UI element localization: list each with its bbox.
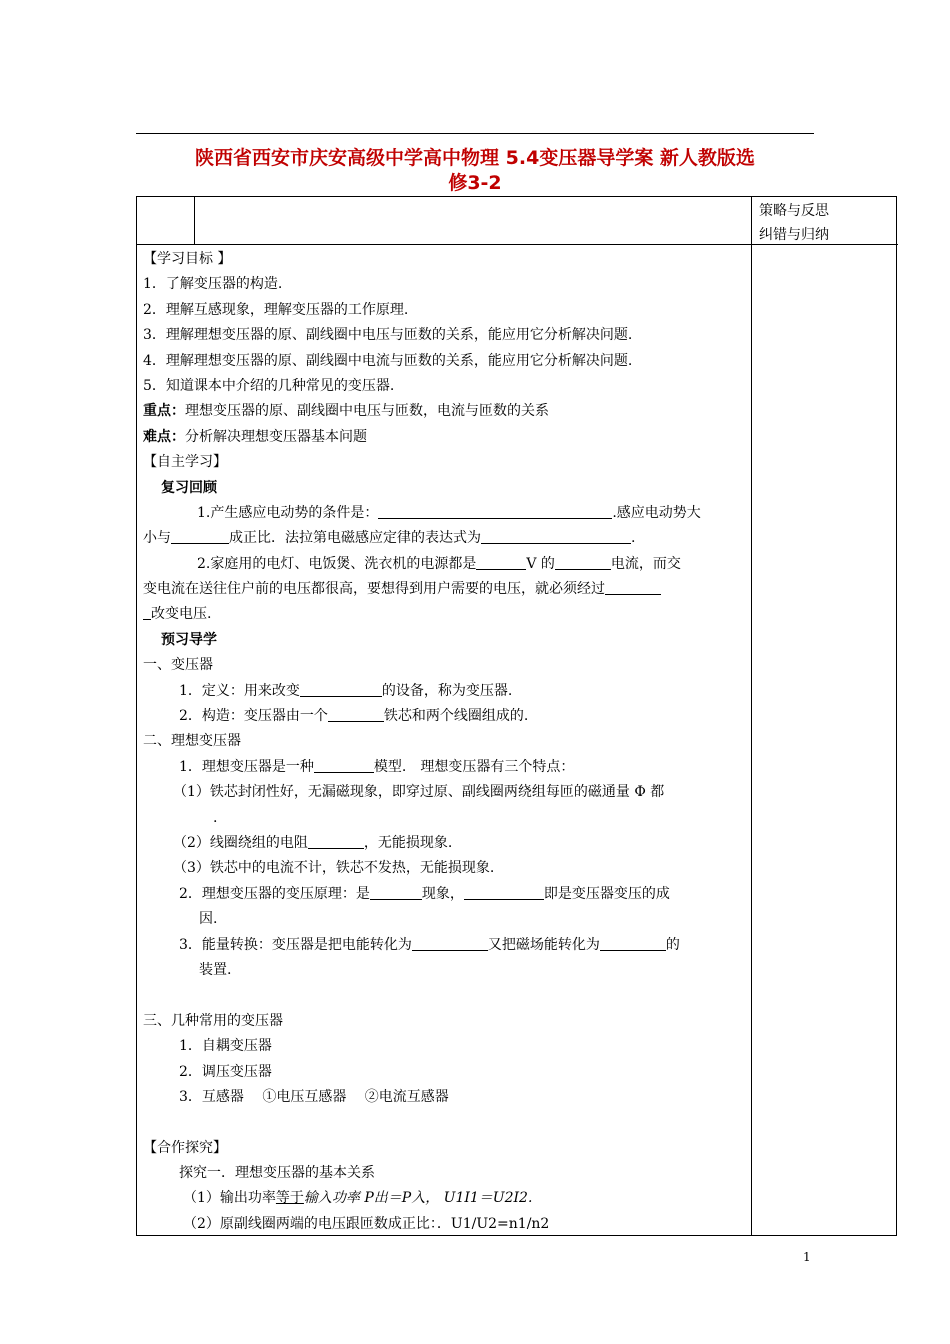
difficult-point-text: 分析解决理想变压器基本问题: [185, 428, 367, 445]
explore-1-heading: 探究一．理想变压器的基本关系: [179, 1165, 375, 1182]
underlined-text: 等于: [275, 1190, 304, 1207]
answer-blank[interactable]: [600, 934, 666, 951]
spacer: [143, 983, 749, 1008]
text: 1．定义：用来改变: [179, 682, 300, 699]
common-type-item: 3．互感器 ①电压互感器 ②电流互感器: [179, 1088, 449, 1105]
worksheet-table: [136, 196, 897, 1236]
power-relation: [143, 1186, 749, 1211]
text: 的: [665, 936, 680, 953]
answer-blank[interactable]: [476, 553, 526, 570]
principle-line-end: 因.: [199, 911, 218, 928]
voltage-relation: （2）原副线圈两端的电压跟匝数成正比：．U1/U2=n1/n2: [183, 1215, 550, 1232]
text: 又把磁场能转化为: [487, 936, 600, 953]
key-point-text: 理想变压器的原、副线圈中电压与匝数，电流与匝数的关系: [185, 403, 549, 420]
principle-line: [143, 882, 749, 907]
key-point-label: 重点：: [143, 403, 185, 420]
structure-line: [143, 704, 749, 729]
column-divider-left: [194, 197, 195, 244]
common-type-item: 2．调压变压器: [179, 1063, 272, 1080]
title-line-2: 修3-2: [448, 172, 502, 194]
spacer: [143, 1110, 749, 1135]
section-ideal-heading: 二、理想变压器: [143, 733, 241, 750]
text: ，无能损现象.: [363, 834, 453, 851]
section-transformer-heading: 一、变压器: [143, 657, 213, 674]
difficult-point: [143, 425, 749, 450]
goal-item: 2．理解互感现象，理解变压器的工作原理.: [143, 301, 409, 318]
worksheet-content: [143, 247, 749, 1237]
answer-blank[interactable]: [378, 502, 612, 519]
review-heading: 复习回顾: [161, 479, 217, 496]
answer-blank[interactable]: [300, 680, 382, 697]
feature-1-end: .: [213, 809, 218, 826]
review-question-2-end: [143, 602, 749, 627]
text: .: [631, 530, 636, 547]
header-rule: [136, 133, 814, 134]
goal-item: 3．理解理想变压器的原、副线圈中电压与匝数的关系，能应用它分析解决问题.: [143, 327, 633, 344]
energy-line-end: 装置.: [199, 961, 232, 978]
goal-item: 4．理解理想变压器的原、副线圈中电流与匝数的关系，能应用它分析解决问题.: [143, 352, 633, 369]
text: 电流，而交: [610, 555, 681, 572]
side-header-line-1: 策略与反思: [759, 203, 829, 219]
text: 即是变压器变压的成: [543, 885, 670, 902]
title-line-1: 陕西省西安市庆安高级中学高中物理 5.4变压器导学案 新人教版选: [195, 147, 755, 169]
goal-item: 5．知道课本中介绍的几种常见的变压器.: [143, 377, 395, 394]
text: 变电流在送往住户前的电压都很高，要想得到用户需要的电压，就必须经过: [143, 581, 605, 598]
answer-blank[interactable]: [464, 883, 544, 900]
answer-blank[interactable]: [308, 832, 364, 849]
self-study-heading: 【自主学习】: [143, 454, 227, 471]
text: 现象，: [421, 885, 464, 902]
review-question-1-cont: [143, 526, 749, 551]
review-question-1: [143, 501, 749, 526]
feature-1: （1）铁芯封闭性好，无漏磁现象，即穿过原、副线圈两绕组每匝的磁通量 Φ 都: [173, 784, 665, 801]
text: 1.产生感应电动势的条件是：: [197, 504, 379, 521]
cooperation-heading: 【合作探究】: [143, 1139, 227, 1156]
column-divider-right: [751, 197, 752, 1235]
text: （2）线圈绕组的电阻: [173, 834, 308, 851]
energy-line: [143, 933, 749, 958]
text: 2．理想变压器的变压原理：是: [179, 885, 370, 902]
strategy-column-header: [759, 199, 889, 247]
section-common-heading: 三、几种常用的变压器: [143, 1012, 283, 1029]
answer-blank[interactable]: [143, 603, 151, 620]
text: 2．构造：变压器由一个: [179, 708, 328, 725]
text: 1．理想变压器是一种: [179, 758, 314, 775]
feature-3: （3）铁芯中的电流不计，铁芯不发热，无能损现象.: [173, 860, 495, 877]
goal-item: 1．了解变压器的构造.: [143, 276, 283, 293]
text: 的设备，称为变压器.: [381, 682, 513, 699]
difficult-point-label: 难点：: [143, 428, 185, 445]
answer-blank[interactable]: [370, 883, 422, 900]
goals-heading: 【学习目标 】: [143, 251, 232, 267]
common-type-item: 1．自耦变压器: [179, 1038, 272, 1055]
side-header-line-2: 纠错与归纳: [759, 227, 829, 243]
answer-blank[interactable]: [481, 527, 631, 544]
text: （1）输出功率: [183, 1190, 276, 1207]
answer-blank[interactable]: [328, 705, 384, 722]
text: V 的: [526, 555, 555, 572]
text: 2.家庭用的电灯、电饭煲、洗衣机的电源都是: [197, 555, 477, 572]
text: 3．能量转换：变压器是把电能转化为: [179, 936, 412, 953]
ideal-model-line: [143, 755, 749, 780]
text: 成正比．法拉第电磁感应定律的表达式为: [229, 530, 481, 547]
review-question-2: [143, 552, 749, 577]
document-title: [136, 146, 814, 196]
answer-blank[interactable]: [314, 756, 374, 773]
definition-line: [143, 679, 749, 704]
feature-2: [143, 831, 749, 856]
text: .感应电动势大: [612, 504, 701, 521]
preview-heading: 预习导学: [161, 631, 217, 648]
text: 改变电压.: [151, 606, 212, 623]
text: 铁芯和两个线圈组成的.: [383, 708, 529, 725]
review-question-2-cont: [143, 577, 749, 602]
answer-blank[interactable]: [171, 527, 229, 544]
answer-blank[interactable]: [605, 578, 661, 595]
text: 模型. 理想变压器有三个特点：: [373, 758, 575, 775]
answer-blank[interactable]: [412, 934, 488, 951]
page-number: 1: [803, 1250, 811, 1264]
key-point: [143, 399, 749, 424]
text: 输入功率 P出＝P入， U1I1＝U2I2.: [303, 1190, 533, 1207]
answer-blank[interactable]: [555, 553, 611, 570]
text: 小与: [143, 530, 171, 547]
